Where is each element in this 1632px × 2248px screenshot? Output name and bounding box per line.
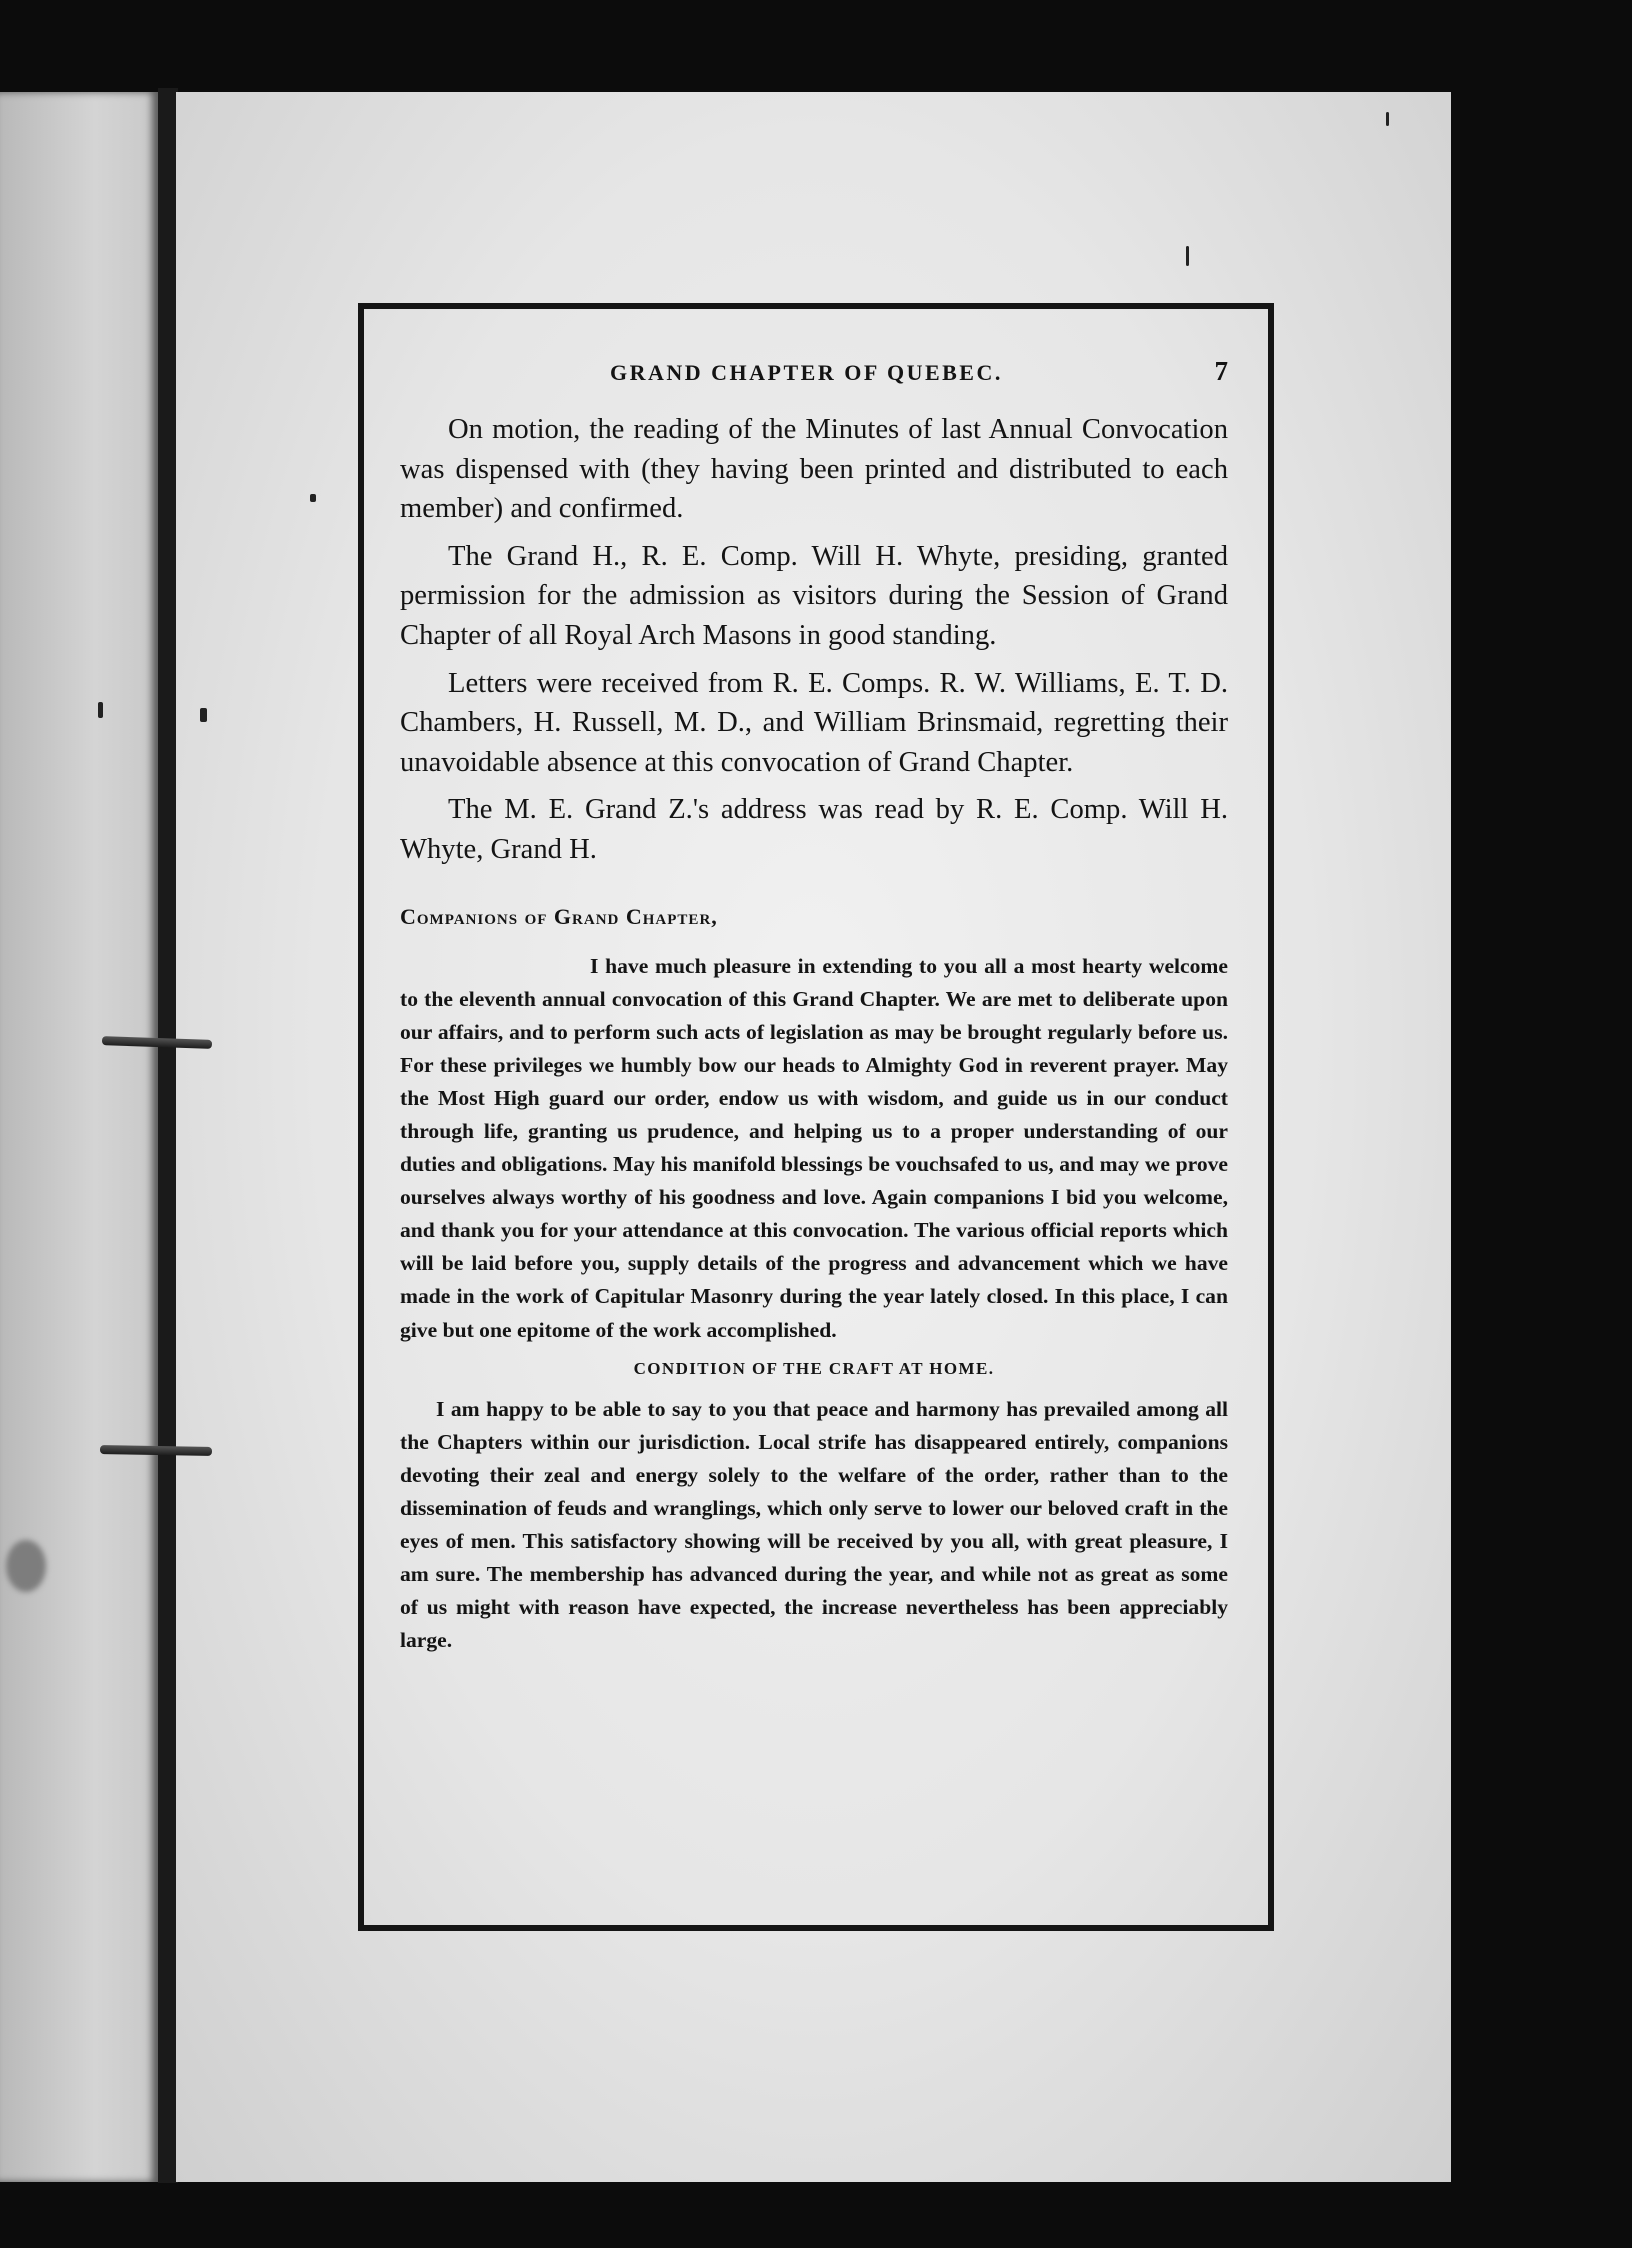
speck-mark bbox=[200, 708, 207, 722]
page-gutter bbox=[158, 88, 178, 2183]
address-paragraph: I have much pleasure in extending to you all a most hearty welcome to the eleventh annual convocation of this Grand Chapter. We are met to deliberate upon our affairs, and to perform such acts of legislation as may be brought regularly before us. For these privileges we humbly bow our heads to Almighty God in reverent prayer. May the Most High guard our order, endow us with wisdom, and guide us in our conduct through life, granting us prudence, and helping us to a proper understanding of our duties and obligations. May his manifold blessings be vouchsafed to us, and may we prove ourselves always worthy of his goodness and love. Again companions I bid you welcome, and thank you for your attendance at this convocation. The various official reports which will be laid before you, supply details of the progress and advancement which we have made in the work of Capitular Masonry during the year lately closed. In this place, I can give but one epitome of the work accomplished. bbox=[400, 953, 1228, 1342]
running-title: GRAND CHAPTER OF QUEBEC. bbox=[610, 360, 1003, 385]
speck-mark bbox=[310, 494, 316, 502]
paragraph-address-read: The M. E. Grand Z.'s address was read by R. E. Comp. Will H. Whyte, Grand H. bbox=[400, 794, 1228, 865]
paragraph-visitors: The Grand H., R. E. Comp. Will H. Whyte, presiding, granted permission for the admission as visitors during the Session of Grand Chapter of all Royal Arch Masons in good standing. bbox=[400, 540, 1228, 651]
address-salutation: Companions of Grand Chapter, bbox=[400, 903, 718, 929]
page-number: 7 bbox=[1214, 356, 1228, 386]
paragraph-minutes: On motion, the reading of the Minutes of last Annual Convocation was dispensed with (they having been printed and distributed to each member) and confirmed. bbox=[400, 414, 1228, 525]
ink-blot bbox=[6, 1540, 46, 1592]
speck-mark bbox=[98, 702, 103, 718]
page-text bbox=[400, 354, 1228, 1657]
section-heading: CONDITION OF THE CRAFT AT HOME. bbox=[633, 1358, 995, 1378]
staple-mark bbox=[100, 1445, 212, 1456]
speck-mark bbox=[1386, 112, 1389, 126]
left-page-edge bbox=[0, 92, 158, 2182]
speck-mark bbox=[1186, 246, 1189, 266]
paragraph-letters: Letters were received from R. E. Comps. R. W. Williams, E. T. D. Chambers, H. Russell, M. D., and William Brinsmaid, regretting their unavoidable absence at this convocation of Grand Chapter. bbox=[400, 667, 1228, 778]
running-head bbox=[400, 354, 1228, 394]
section-paragraph: I am happy to be able to say to you that peace and harmony has prevailed among all the Chapters within our jurisdiction. Local strife has disappeared entirely, companions devoting their zeal and energy solely to the welfare of the order, rather than to the dissemination of feuds and wranglings, which only serve to lower our beloved craft in the eyes of men. This satisfactory showing will be received by you all, with great pleasure, I am sure. The membership has advanced during the year, and while not as great as some of us might with reason have expected, the increase nevertheless has been appreciably large. bbox=[400, 1396, 1228, 1653]
